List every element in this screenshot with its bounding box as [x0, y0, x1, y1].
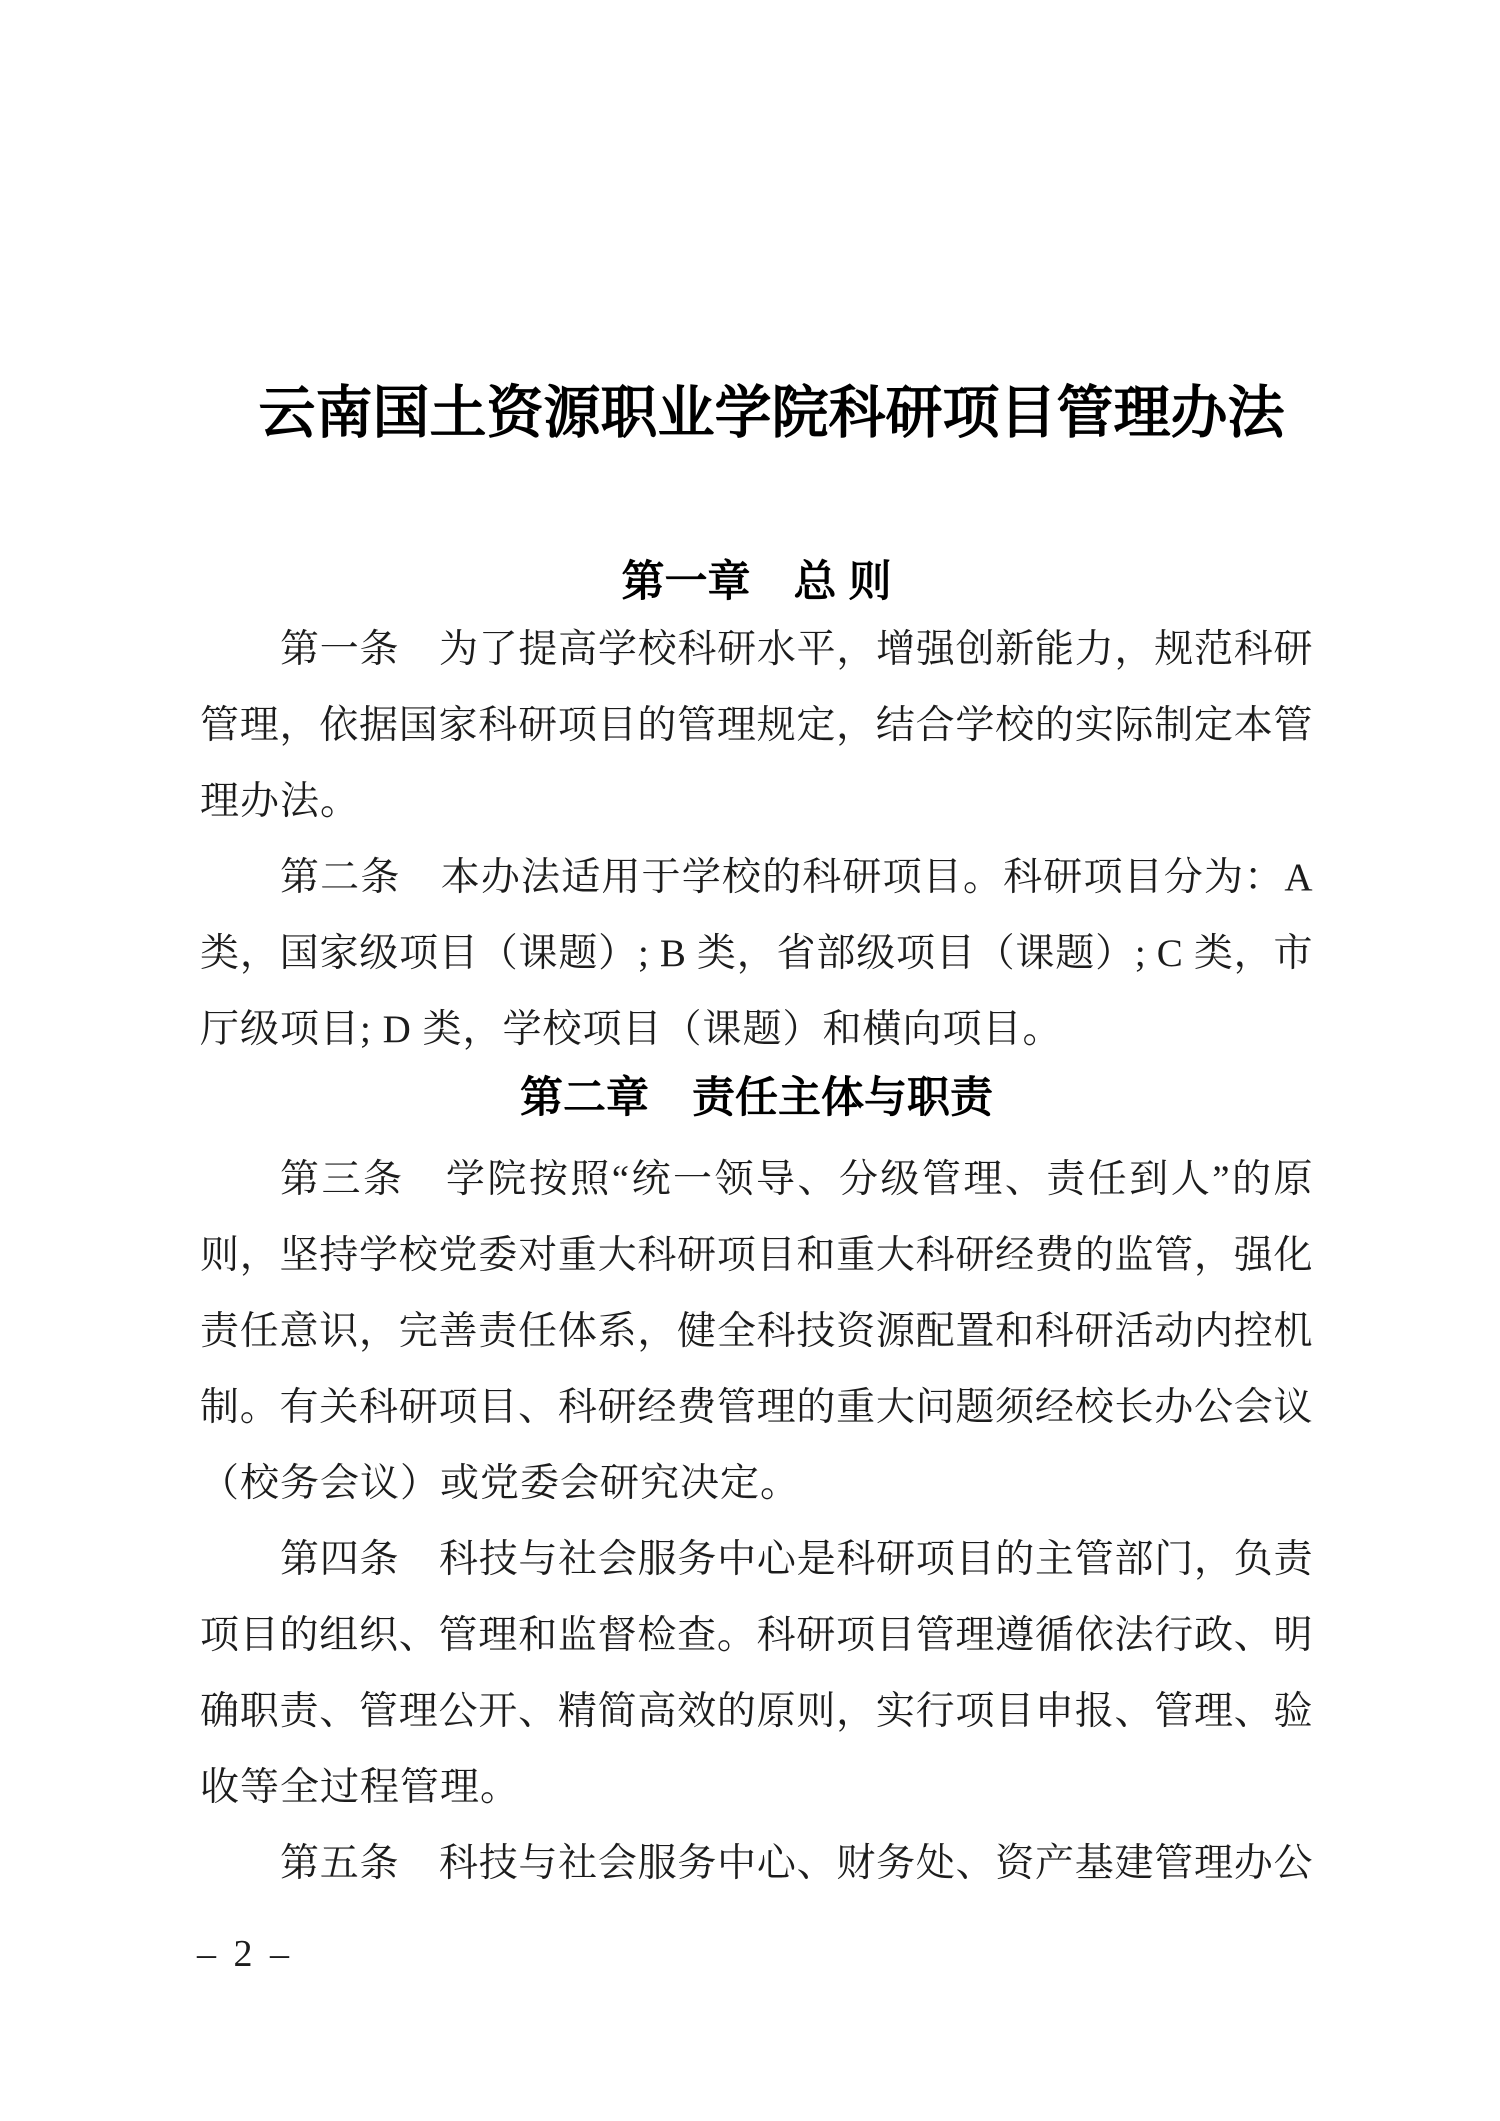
body-line: 收等全过程管理。: [200, 1766, 521, 1809]
body-line: 第二条 本办法适用于学校的科研项目。科研项目分为：A: [280, 856, 1313, 899]
body-line: 制。有关科研项目、科研经费管理的重大问题须经校长办公会议: [200, 1386, 1313, 1429]
body-line: 第四条 科技与社会服务中心是科研项目的主管部门，负责: [280, 1538, 1313, 1581]
article-4-paragraph: [200, 1522, 1313, 1826]
body-line: 第三条 学院按照“统一领导、分级管理、责任到人”的原: [280, 1158, 1313, 1201]
body-line: （校务会议）或党委会研究决定。: [200, 1462, 801, 1505]
body-line: 则，坚持学校党委对重大科研项目和重大科研经费的监管，强化: [200, 1234, 1313, 1277]
document-title: 云南国土资源职业学院科研项目管理办法: [258, 382, 1285, 445]
chapter-1-heading: 第一章 总 则: [621, 558, 892, 606]
article-1-paragraph: [200, 612, 1313, 840]
body-line: 第五条 科技与社会服务中心、财务处、资产基建管理办公: [280, 1842, 1313, 1885]
article-2-paragraph: [200, 840, 1313, 1068]
body-line: 责任意识，完善责任体系，健全科技资源配置和科研活动内控机: [200, 1310, 1313, 1353]
article-3-paragraph: [200, 1142, 1313, 1522]
chapter-2-heading: 第二章 责任主体与职责: [520, 1074, 993, 1122]
page-number: – 2 –: [197, 1933, 293, 1975]
body-line: 理办法。: [200, 780, 361, 823]
body-line: 类，国家级项目（课题）; B 类，省部级项目（课题）; C 类，市: [200, 932, 1313, 975]
body-line: 厅级项目; D 类，学校项目（课题）和横向项目。: [200, 1008, 1063, 1051]
body-line: 项目的组织、管理和监督检查。科研项目管理遵循依法行政、明: [200, 1614, 1313, 1657]
body-line: 管理，依据国家科研项目的管理规定，结合学校的实际制定本管: [200, 704, 1313, 747]
article-5-paragraph: [200, 1826, 1313, 1902]
body-line: 第一条 为了提高学校科研水平，增强创新能力，规范科研: [280, 628, 1313, 671]
body-line: 确职责、管理公开、精简高效的原则，实行项目申报、管理、验: [200, 1690, 1313, 1733]
